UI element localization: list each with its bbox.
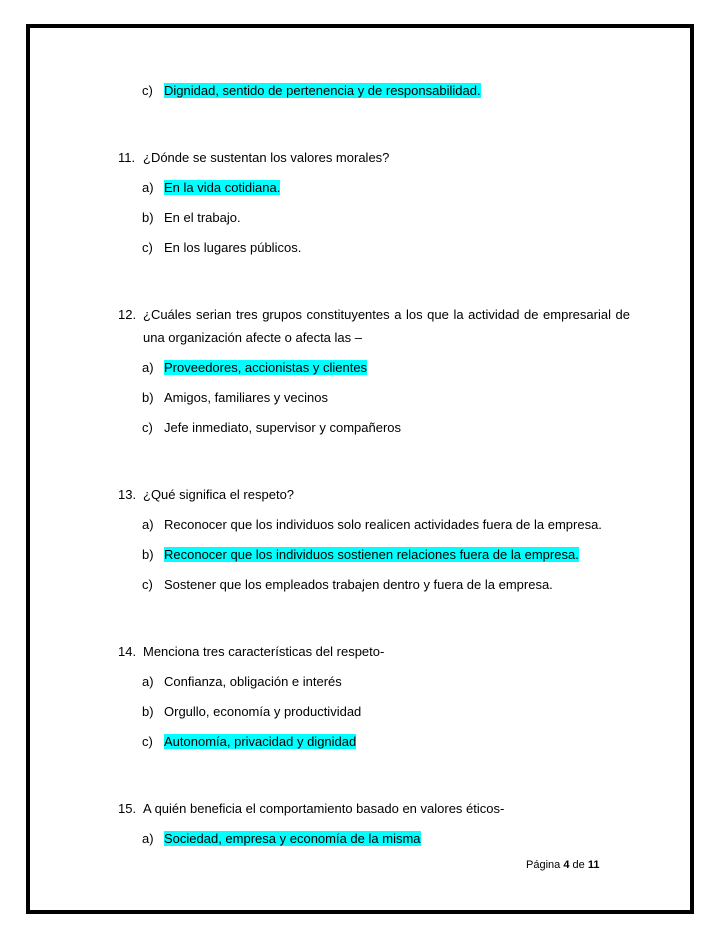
- question-15: [118, 797, 630, 850]
- option-text: Autonomía, privacidad y dignidad: [164, 734, 357, 749]
- question-12: [118, 303, 630, 439]
- option-b: [118, 386, 630, 409]
- current-page: 4: [563, 859, 570, 871]
- option-letter: a): [142, 517, 154, 532]
- document-body: [118, 79, 630, 850]
- question-14: [118, 640, 630, 753]
- option-letter: a): [142, 180, 154, 195]
- question-text: 11. ¿Dónde se sustentan los valores morales?: [118, 146, 630, 169]
- option-letter: b): [142, 704, 154, 719]
- question-number: 13.: [118, 487, 137, 502]
- option-letter: c): [142, 420, 153, 435]
- option-a: [118, 356, 630, 379]
- option-text: En la vida cotidiana.: [164, 180, 281, 195]
- option-letter: a): [142, 831, 154, 846]
- question-number: 15.: [118, 801, 137, 816]
- question-text: 15. A quién beneficia el comportamiento basado en valores éticos-: [118, 797, 630, 820]
- option-text: Amigos, familiares y vecinos: [164, 390, 328, 405]
- option-c: [118, 730, 630, 753]
- option-letter: b): [142, 547, 154, 562]
- option-c: [118, 573, 630, 596]
- question-text: 14. Menciona tres características del respeto-: [118, 640, 630, 663]
- option-text: Sostener que los empleados trabajen dentro y fuera de la empresa.: [164, 577, 553, 592]
- question-number: 11.: [118, 150, 136, 165]
- option-b: [118, 543, 630, 566]
- option-letter: b): [142, 390, 154, 405]
- option-a: [118, 827, 630, 850]
- question-text: 13. ¿Qué significa el respeto?: [118, 483, 630, 506]
- question-11: [118, 146, 630, 259]
- of-word: de: [572, 859, 585, 871]
- option-letter: a): [142, 674, 154, 689]
- option-c: [118, 416, 630, 439]
- option-a: [118, 513, 630, 536]
- option-a: [118, 176, 630, 199]
- option-text: Reconocer que los individuos sostienen relaciones fuera de la empresa.: [164, 547, 579, 562]
- option-letter: c): [142, 83, 153, 98]
- option-b: [118, 206, 630, 229]
- option-letter: c): [142, 734, 153, 749]
- question-number: 12.: [118, 307, 137, 322]
- option-text: Sociedad, empresa y economía de la misma: [164, 831, 421, 846]
- option-text: Dignidad, sentido de pertenencia y de responsabilidad.: [164, 83, 481, 98]
- option-a: [118, 670, 630, 693]
- question-number: 14.: [118, 644, 137, 659]
- total-pages: 11: [587, 859, 600, 871]
- page-word: Página: [526, 859, 561, 871]
- option-text: Confianza, obligación e interés: [164, 674, 342, 689]
- option-letter: c): [142, 577, 153, 592]
- page-footer: [526, 859, 599, 871]
- option-text: Jefe inmediato, supervisor y compañeros: [164, 420, 402, 435]
- option-text: Proveedores, accionistas y clientes: [164, 360, 368, 375]
- question-text: 12. ¿Cuáles serian tres grupos constituyentes a los que la actividad de empresarial de una organización afecte o afecta las –: [118, 303, 630, 349]
- option-text: En los lugares públicos.: [164, 240, 302, 255]
- option-text: En el trabajo.: [164, 210, 241, 225]
- option-b: [118, 700, 630, 723]
- option-c: [118, 236, 630, 259]
- option-letter: a): [142, 360, 154, 375]
- option-text: Reconocer que los individuos solo realicen actividades fuera de la empresa.: [164, 517, 602, 532]
- option-letter: c): [142, 240, 153, 255]
- question-13: [118, 483, 630, 596]
- option-letter: b): [142, 210, 154, 225]
- option-prev-c: [118, 79, 630, 102]
- option-text: Orgullo, economía y productividad: [164, 704, 362, 719]
